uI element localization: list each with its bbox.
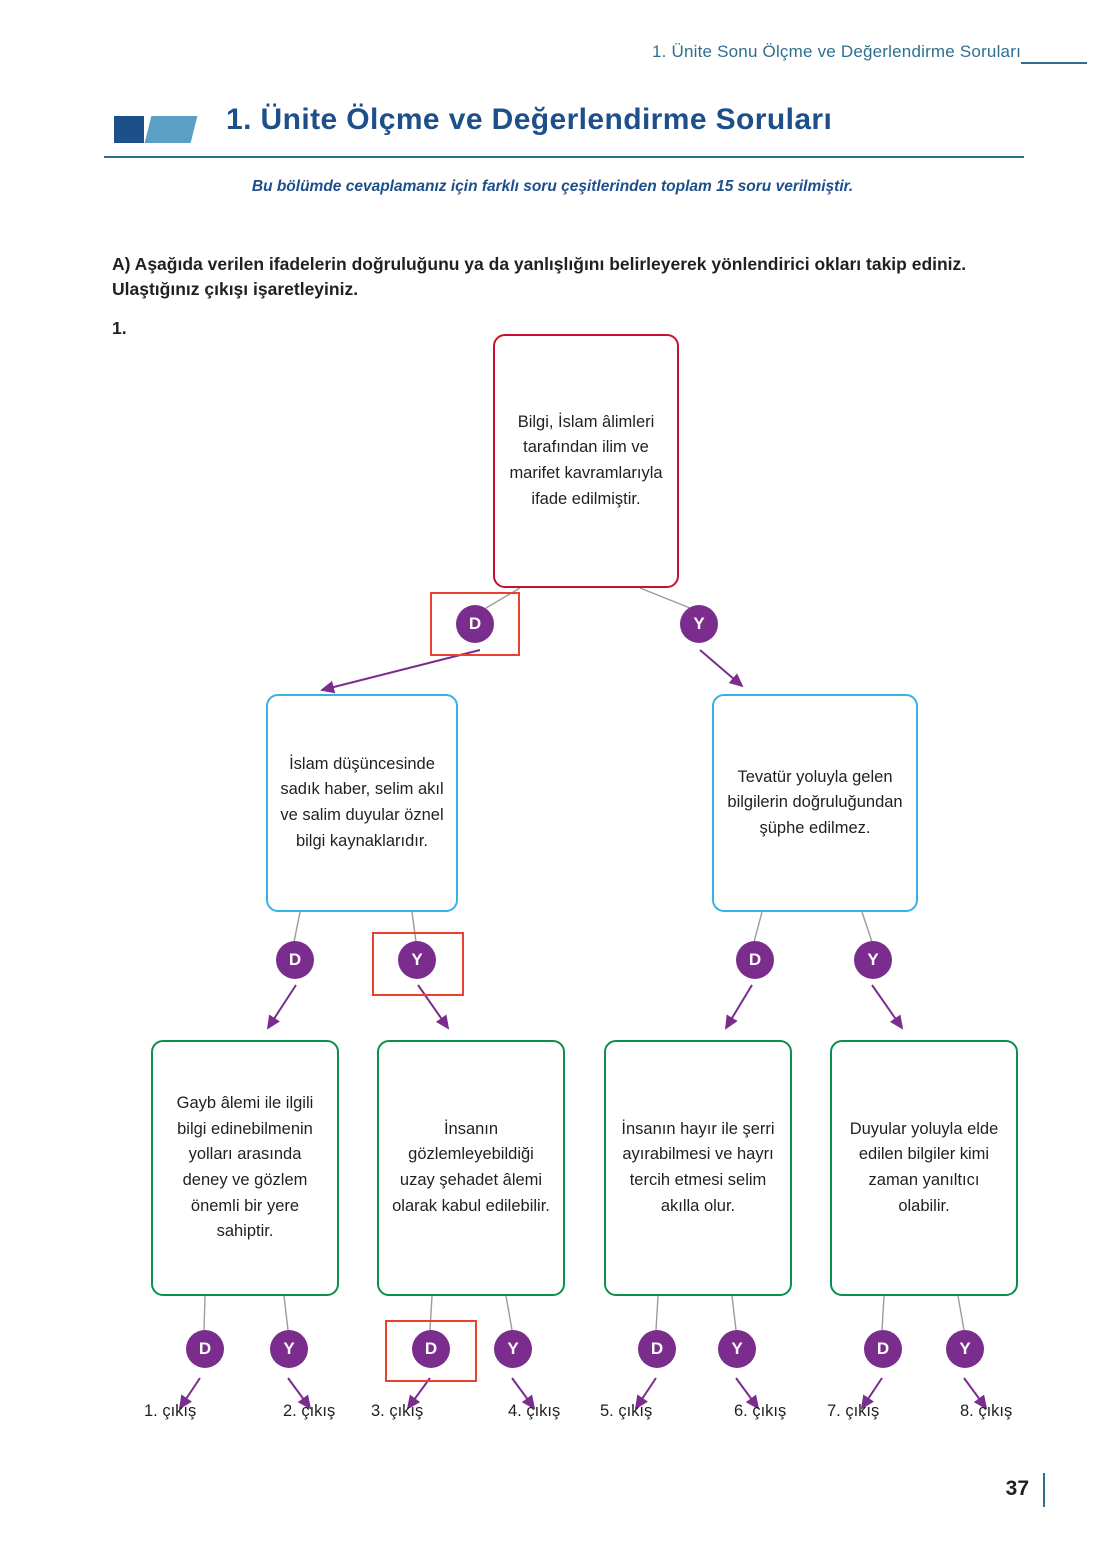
exit-label-8[interactable]: 8. çıkış (960, 1402, 1013, 1420)
exit-label-1[interactable]: 1. çıkış (144, 1402, 197, 1420)
running-head: 1. Ünite Sonu Ölçme ve Değerlendirme Soruları (652, 42, 1021, 61)
badge-leaf-4-d[interactable] (864, 1330, 902, 1368)
badge-leaf-1-y[interactable] (270, 1330, 308, 1368)
flow-node-mid-2 (712, 694, 918, 912)
flow-node-leaf-3-text: İnsanın hayır ile şerri ayırabilmesi ve hayrı tercih etmesi selim akılla olur. (621, 1119, 775, 1215)
flow-node-leaf-2 (377, 1040, 565, 1296)
question-instructions: A) Aşağıda verilen ifadelerin doğruluğunu ya da yanlışlığını belirleyerek yönlendirici okları takip ediniz. Ulaştığınız çıkışı işaretleyiniz. (112, 254, 967, 300)
badge-leaf-3-y[interactable] (718, 1330, 756, 1368)
exit-label-4[interactable]: 4. çıkış (508, 1402, 561, 1420)
badge-leaf-2-d-label: D (424, 1339, 438, 1358)
badge-leaf-3-y-label: Y (731, 1339, 743, 1358)
flow-node-leaf-1 (151, 1040, 339, 1296)
page-title: 1. Ünite Ölçme ve Değerlendirme Soruları (226, 103, 833, 136)
badge-mid-1-d[interactable] (276, 941, 314, 979)
flow-node-mid-1-text: İslam düşüncesinde sadık haber, selim akıl ve salim duyular öznel bilgi kaynaklarıdır. (280, 754, 444, 850)
badge-leaf-3-d-label: D (650, 1339, 664, 1358)
badge-leaf-1-d[interactable] (186, 1330, 224, 1368)
flow-node-leaf-4-text: Duyular yoluyla elde edilen bilgiler kimi zaman yanıltıcı olabilir. (849, 1119, 999, 1215)
badge-mid-2-y[interactable] (854, 941, 892, 979)
badge-mid-1-y-label: Y (411, 950, 423, 969)
badge-mid-2-y-label: Y (867, 950, 879, 969)
badge-leaf-2-d[interactable] (412, 1330, 450, 1368)
badge-leaf-2-y-label: Y (507, 1339, 519, 1358)
badge-mid-2-d-label: D (748, 950, 762, 969)
badge-mid-1-y[interactable] (398, 941, 436, 979)
exit-label-2[interactable]: 2. çıkış (283, 1402, 336, 1420)
flow-node-leaf-1-text: Gayb âlemi ile ilgili bilgi edinebilmenin yolları arasında deney ve gözlem önemli bir yere sahiptir. (176, 1094, 314, 1241)
badge-root-y[interactable] (680, 605, 718, 643)
flow-node-leaf-4 (830, 1040, 1018, 1296)
page-number-rule (1043, 1473, 1045, 1507)
flow-node-mid-2-text: Tevatür yoluyla gelen bilgilerin doğruluğundan şüphe edilmez. (727, 767, 903, 837)
badge-root-d[interactable] (456, 605, 494, 643)
flow-node-mid-1 (266, 694, 458, 912)
flow-node-root (493, 334, 679, 588)
badge-mid-1-d-label: D (288, 950, 302, 969)
badge-leaf-4-y[interactable] (946, 1330, 984, 1368)
exit-label-6[interactable]: 6. çıkış (734, 1402, 787, 1420)
badge-leaf-4-y-label: Y (959, 1339, 971, 1358)
badge-leaf-1-y-label: Y (283, 1339, 295, 1358)
page-number: 37 (1005, 1477, 1029, 1500)
question-number: 1. (112, 318, 127, 338)
flow-node-root-text: Bilgi, İslam âlimleri tarafından ilim ve marifet kavramlarıyla ifade edilmiştir. (509, 412, 663, 508)
badge-mid-2-d[interactable] (736, 941, 774, 979)
exit-label-7[interactable]: 7. çıkış (827, 1402, 880, 1420)
badge-leaf-2-y[interactable] (494, 1330, 532, 1368)
flow-node-leaf-3 (604, 1040, 792, 1296)
badge-leaf-1-d-label: D (198, 1339, 212, 1358)
badge-leaf-4-d-label: D (876, 1339, 890, 1358)
exit-label-3[interactable]: 3. çıkış (371, 1402, 424, 1420)
flow-node-leaf-2-text: İnsanın gözlemleyebildiği uzay şehadet âlemi olarak kabul edilebilir. (392, 1119, 550, 1215)
exit-label-5[interactable]: 5. çıkış (600, 1402, 653, 1420)
badge-leaf-3-d[interactable] (638, 1330, 676, 1368)
page-subtitle: Bu bölümde cevaplamanız için farklı soru çeşitlerinden toplam 15 soru verilmiştir. (251, 178, 854, 195)
badge-root-y-label: Y (693, 614, 705, 633)
badge-root-d-label: D (468, 614, 482, 633)
